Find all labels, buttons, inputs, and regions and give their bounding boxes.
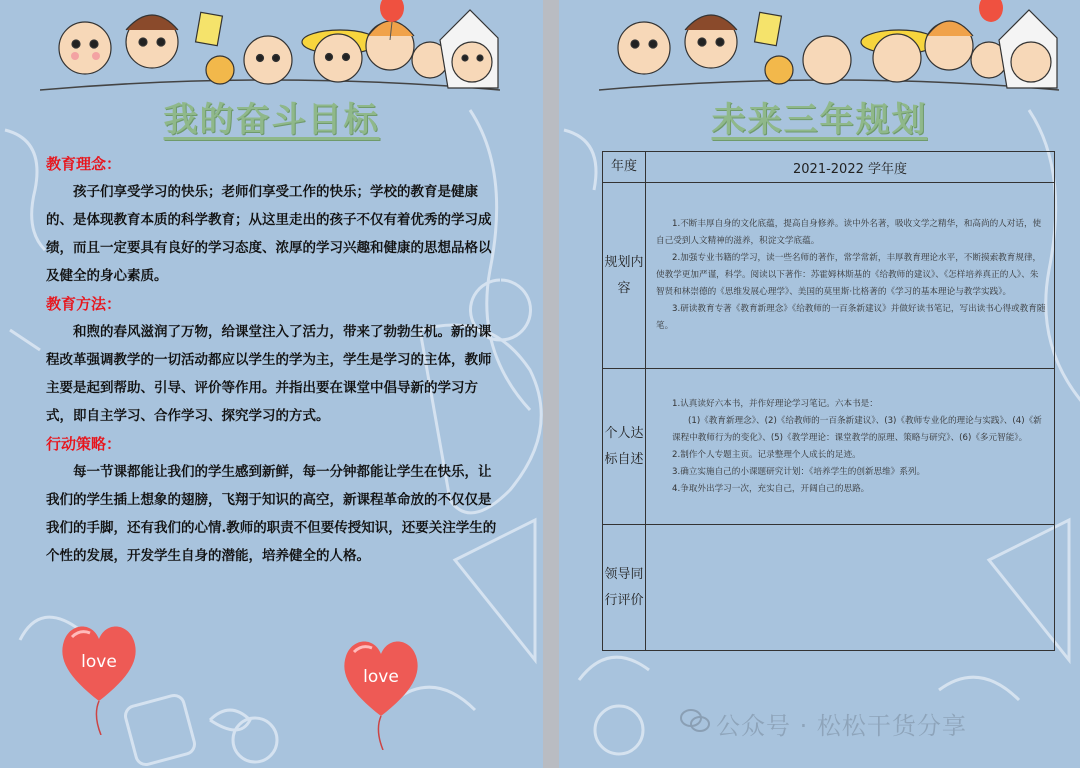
year-value: 2021-2022 学年度 xyxy=(646,152,1055,183)
self-line: 3.确立实施自己的小课题研究计划：《培养学生的创新思维》系列。 xyxy=(672,466,926,477)
review-content xyxy=(646,525,1055,651)
cartoon-kids-banner xyxy=(40,0,500,92)
table-row xyxy=(603,183,1055,369)
love-balloon-icon xyxy=(58,615,140,735)
table-row xyxy=(603,369,1055,525)
page-gutter xyxy=(543,0,559,768)
section-body-method: 和煦的春风滋润了万物，给课堂注入了活力，带来了勃勃生机。新的课程改革强调教学的一切活动都应以学生的学为主，学生是学习的主体，教师主要是起到帮助、引导、评价等作用。并指出要在课堂中倡导新的学习方式，即自主学习、合作学习、探究学习的方式。 xyxy=(46,324,492,424)
heart-label: love xyxy=(81,652,117,672)
self-content xyxy=(646,369,1055,525)
self-line: (1)《教育新理念》、(2)《给教师的一百条新建议》、(3)《教师专业化的理论与实践》、(4)《新课程中教师行为的变化》、(5)《教学理论：课堂教学的原理、策略与研究》、(6)《多元智能》。 xyxy=(672,415,1042,443)
self-line: 4.争取外出学习一次，充实自己，开阔自己的思路。 xyxy=(672,483,870,494)
section-heading-strategy: 行动策略： xyxy=(46,435,122,453)
plan-label: 规划内容 xyxy=(603,183,646,369)
self-label: 个人达标自述 xyxy=(603,369,646,525)
page-title-right: 未来三年规划 xyxy=(711,100,928,140)
self-line: 1.认真读好六本书，并作好理论学习笔记。六本书是： xyxy=(672,398,878,409)
plan-line: 1.不断丰厚自身的文化底蕴，提高自身修养。读中外名著，吸收文学之精华，和高尚的人对话，使自己受到人文精神的滋养，积淀文学底蕴。 xyxy=(656,219,1042,246)
table-row xyxy=(603,152,1055,183)
table-row xyxy=(603,525,1055,651)
self-line: 2.制作个人专题主页。记录整理个人成长的足迹。 xyxy=(672,449,861,460)
plan-line: 3.研读教育专著《教育新理念》《给教师的一百条新建议》并做好读书笔记，写出读书心得或教育随笔。 xyxy=(656,304,1046,331)
section-heading-method: 教育方法： xyxy=(46,295,122,313)
plan-line: 2.加强专业书籍的学习，读一些名师的著作，常学常新，丰厚教育理论水平，不断摸索教育规律，使教学更加严谨，科学。阅读以下著作：苏霍姆林斯基的《给教师的建议》、《怎样培养真正的人》、朱智贤和林崇德的《思维发展心理学》、美国的莫里斯·比格著的《学习的基本理论与教学实践》。 xyxy=(656,253,1042,297)
review-label: 领导同行评价 xyxy=(603,525,646,651)
section-body-strategy: 每一节课都能让我们的学生感到新鲜，每一分钟都能让学生在快乐，让我们的学生插上想象的翅膀，飞翔于知识的高空，新课程革命放的不仅仅是我们的手脚，还有我们的心情.教师的职责不但要传授知识，还要关注学生的个性的发展，开发学生自身的潜能，培养健全的人格。 xyxy=(46,464,497,564)
page-title-left: 我的奋斗目标 xyxy=(163,100,380,140)
section-body-philosophy: 孩子们享受学习的快乐；老师们享受工作的快乐；学校的教育是健康的、是体现教育本质的科学教育；从这里走出的孩子不仅有着优秀的学习成绩，而且一定要具有良好的学习态度、浓厚的学习兴趣和健康的思想品格以及健全的身心素质。 xyxy=(46,184,492,284)
plan-content xyxy=(646,183,1055,369)
year-label: 年度 xyxy=(603,152,646,183)
section-heading-philosophy: 教育理念： xyxy=(46,155,122,173)
watermark-text: 公众号 · 松松干货分享 xyxy=(716,712,967,740)
plan-table xyxy=(602,151,1055,651)
wechat-icon xyxy=(680,708,710,734)
right-page xyxy=(559,0,1080,768)
left-body xyxy=(46,150,504,570)
cartoon-kids-banner xyxy=(599,0,1059,92)
love-balloon-icon xyxy=(340,630,422,750)
heart-label: love xyxy=(363,667,399,687)
